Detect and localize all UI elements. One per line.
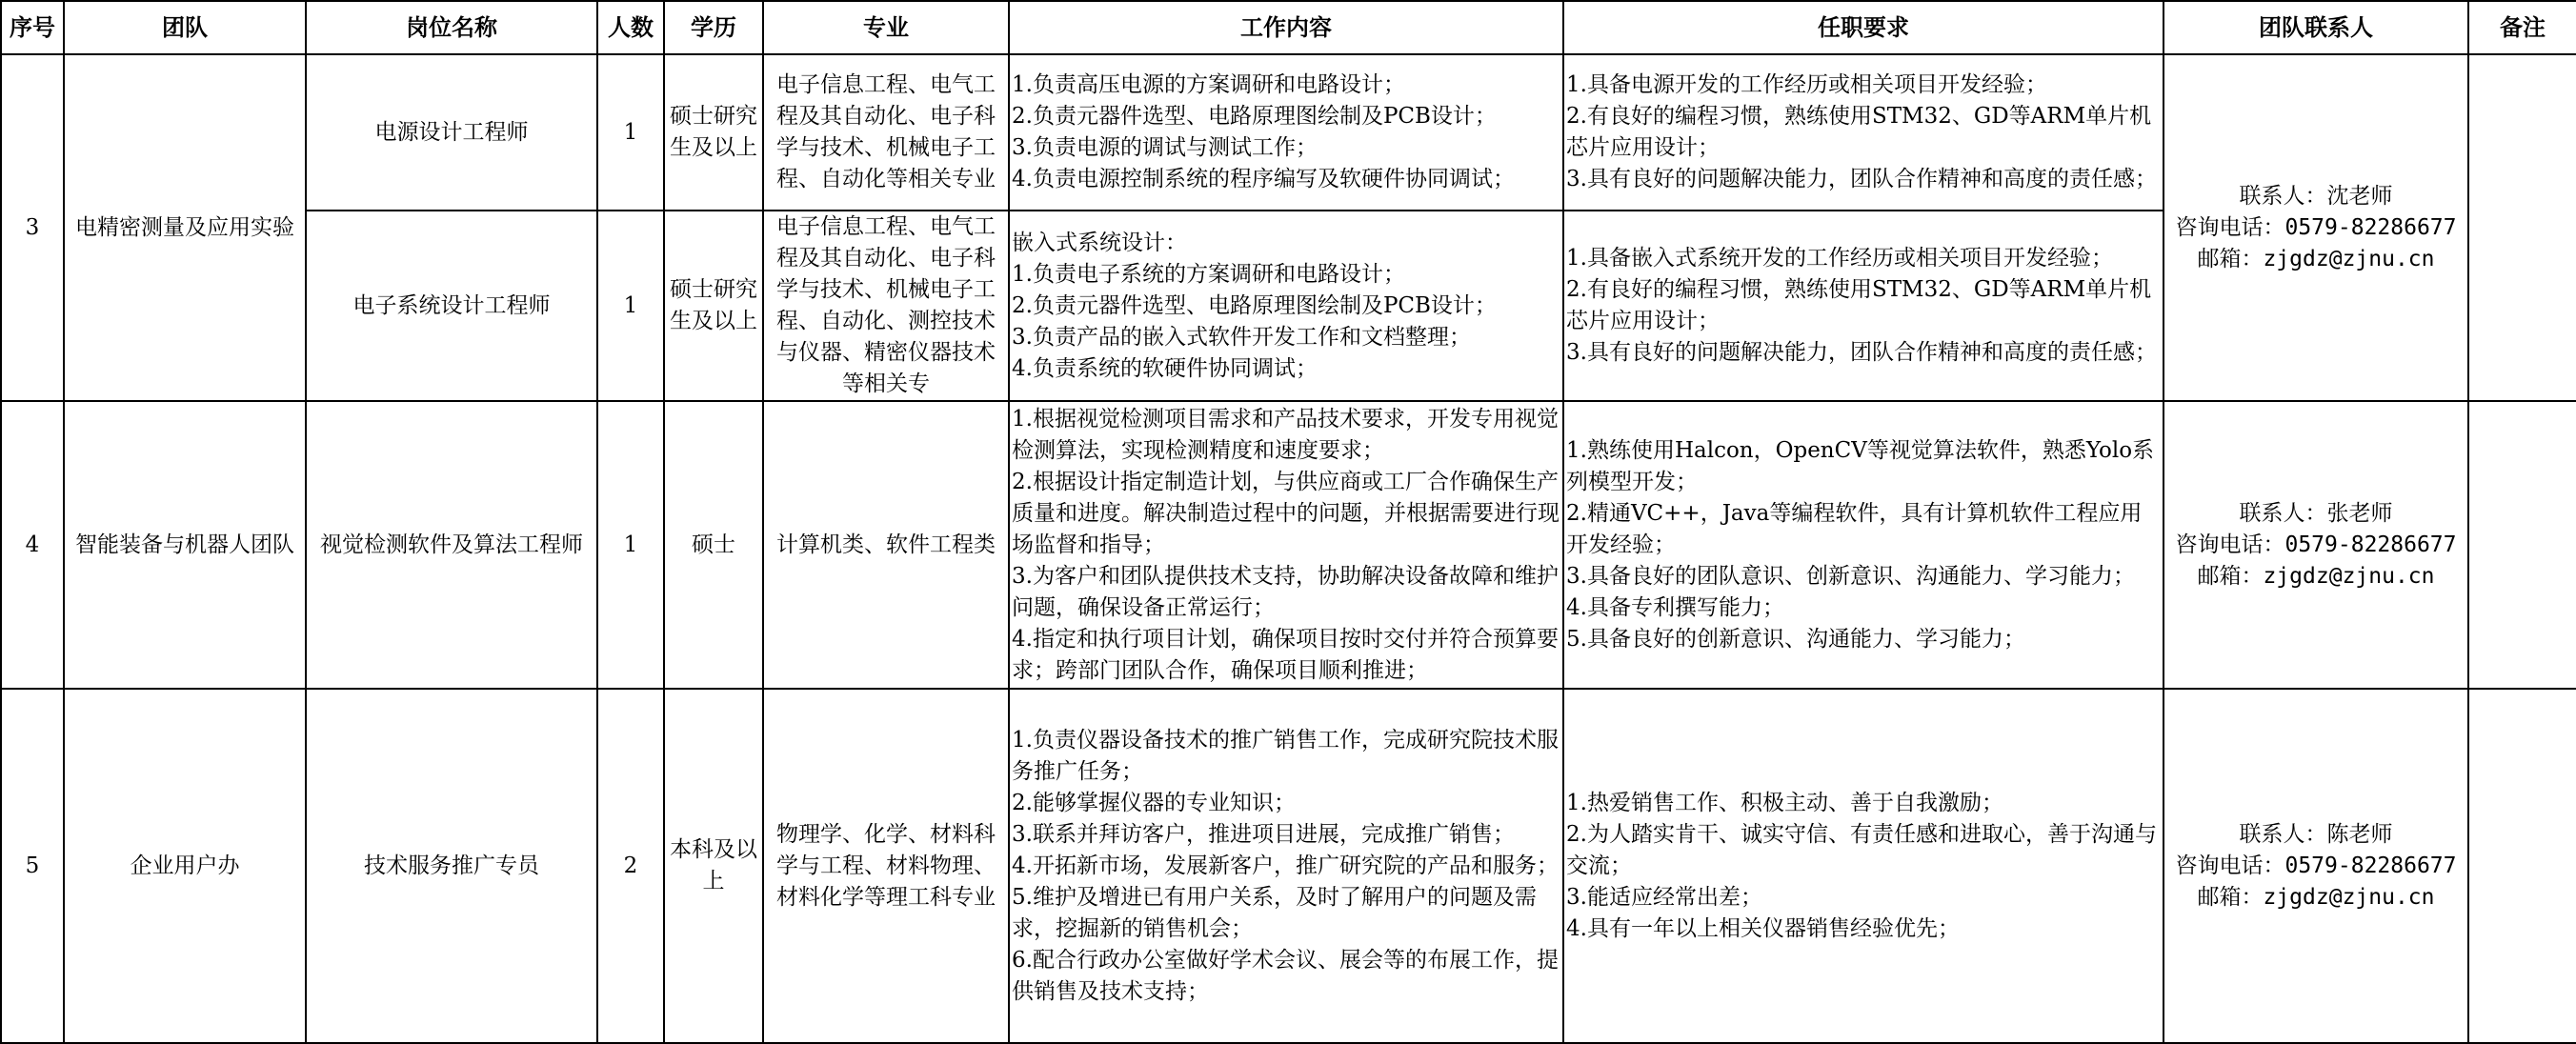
contact-person: 联系人：沈老师: [2239, 183, 2393, 209]
duty-line: 2.能够掌握仪器的专业知识；: [1012, 790, 1296, 815]
duty-line: 5.维护及增进已有用户关系，及时了解用户的问题及需求，挖掘新的销售机会；: [1012, 884, 1537, 941]
header-major: 专业: [763, 1, 1009, 54]
team-contact: [2163, 54, 2468, 401]
contact-email: 邮箱：zjgdz@zjnu.cn: [2197, 884, 2435, 910]
duty-line: 3.负责产品的嵌入式软件开发工作和文档整理；: [1012, 324, 1471, 350]
req-line: 1.热爱销售工作、积极主动、善于自我激励；: [1566, 790, 2003, 815]
req-line: 1.熟练使用Halcon，OpenCV等视觉算法软件，熟悉Yolo系列模型开发；: [1566, 437, 2155, 494]
header-no: 序号: [1, 1, 64, 54]
contact-person: 联系人：陈老师: [2239, 821, 2393, 847]
position-reqs: [1563, 211, 2163, 401]
req-line: 2.精通VC++，Java等编程软件，具有计算机软件工程应用开发经验；: [1566, 500, 2143, 557]
req-line: 2.为人踏实肯干、诚实守信、有责任感和进取心，善于沟通与交流；: [1566, 821, 2157, 878]
contact-phone: 咨询电话：0579-82286677: [2175, 853, 2457, 878]
header-reqs: 任职要求: [1563, 1, 2163, 54]
duty-line: 1.负责仪器设备技术的推广销售工作，完成研究院技术服务推广任务；: [1012, 727, 1559, 784]
req-line: 5.具备良好的创新意识、沟通能力、学习能力；: [1566, 626, 2025, 652]
row-no: 4: [1, 401, 64, 689]
duty-line: 2.根据设计指定制造计划，与供应商或工厂合作确保生产质量和进度。解决制造过程中的问题，并根据需要进行现场监督和指导；: [1012, 469, 1560, 557]
position-reqs: [1563, 401, 2163, 689]
position-major: 物理学、化学、材料科学与工程、材料物理、材料化学等理工科专业: [763, 689, 1009, 1043]
duty-line: 6.配合行政办公室做好学术会议、展会等的布展工作，提供销售及技术支持；: [1012, 947, 1559, 1004]
header-team: 团队: [64, 1, 306, 54]
req-line: 2.有良好的编程习惯，熟练使用STM32、GD等ARM单片机芯片应用设计；: [1566, 277, 2152, 333]
row-team: 电精密测量及应用实验: [64, 54, 306, 401]
position-title: 视觉检测软件及算法工程师: [306, 401, 597, 689]
position-duties: [1009, 211, 1563, 401]
position-count: 1: [597, 401, 664, 689]
duty-line: 2.负责元器件选型、电路原理图绘制及PCB设计；: [1012, 292, 1497, 318]
req-line: 1.具备嵌入式系统开发的工作经历或相关项目开发经验；: [1566, 246, 2113, 271]
position-major: 计算机类、软件工程类: [763, 401, 1009, 689]
duty-line: 4.开拓新市场，发展新客户，推广研究院的产品和服务；: [1012, 853, 1559, 878]
req-line: 3.能适应经常出差；: [1566, 884, 1762, 910]
duty-line: 3.为客户和团队提供技术支持，协助解决设备故障和维护问题，确保设备正常运行；: [1012, 563, 1559, 620]
position-count: 1: [597, 54, 664, 211]
duty-line: 1.负责电子系统的方案调研和电路设计；: [1012, 261, 1405, 287]
req-line: 2.有良好的编程习惯，熟练使用STM32、GD等ARM单片机芯片应用设计；: [1566, 104, 2152, 160]
row-remark: [2468, 54, 2576, 401]
header-edu: 学历: [664, 1, 763, 54]
position-edu: 本科及以上: [664, 689, 763, 1043]
req-line: 3.具备良好的团队意识、创新意识、沟通能力、学习能力；: [1566, 563, 2135, 589]
header-row: [1, 1, 2576, 54]
req-line: 4.具备专利撰写能力；: [1566, 594, 1784, 620]
team-contact: [2163, 401, 2468, 689]
position-edu: 硕士研究生及以上: [664, 54, 763, 211]
contact-email: 邮箱：zjgdz@zjnu.cn: [2197, 246, 2435, 271]
duty-line: 1.负责高压电源的方案调研和电路设计；: [1012, 72, 1405, 97]
header-contact: 团队联系人: [2163, 1, 2468, 54]
team-contact: [2163, 689, 2468, 1043]
row-team: 企业用户办: [64, 689, 306, 1043]
row-team: 智能装备与机器人团队: [64, 401, 306, 689]
req-line: 3.具有良好的问题解决能力，团队合作精神和高度的责任感；: [1566, 340, 2157, 365]
position-edu: 硕士研究生及以上: [664, 211, 763, 401]
table-row: [1, 689, 2576, 1043]
row-remark: [2468, 401, 2576, 689]
contact-phone: 咨询电话：0579-82286677: [2175, 532, 2457, 557]
req-line: 4.具有一年以上相关仪器销售经验优先；: [1566, 915, 1960, 941]
header-count: 人数: [597, 1, 664, 54]
duty-line: 1.根据视觉检测项目需求和产品技术要求，开发专用视觉检测算法，实现检测精度和速度要求；: [1012, 406, 1559, 463]
duty-line: 3.负责电源的调试与测试工作；: [1012, 135, 1318, 160]
duty-line: 3.联系并拜访客户，推进项目进展，完成推广销售；: [1012, 821, 1515, 847]
req-line: 1.具备电源开发的工作经历或相关项目开发经验；: [1566, 72, 2047, 97]
position-title: 电子系统设计工程师: [306, 211, 597, 401]
position-title: 电源设计工程师: [306, 54, 597, 211]
duty-line: 4.负责系统的软硬件协同调试；: [1012, 355, 1318, 381]
position-duties: [1009, 401, 1563, 689]
req-line: 3.具有良好的问题解决能力，团队合作精神和高度的责任感；: [1566, 167, 2157, 191]
duty-line: 4.负责电源控制系统的程序编写及软硬件协同调试；: [1012, 167, 1515, 191]
position-title: 技术服务推广专员: [306, 689, 597, 1043]
position-major: 电子信息工程、电气工程及其自动化、电子科学与技术、机械电子工程、自动化等相关专业: [763, 54, 1009, 211]
contact-phone: 咨询电话：0579-82286677: [2175, 214, 2457, 240]
table-row: [1, 401, 2576, 689]
header-title: 岗位名称: [306, 1, 597, 54]
row-no: 5: [1, 689, 64, 1043]
header-remark: 备注: [2468, 1, 2576, 54]
contact-person: 联系人：张老师: [2239, 500, 2393, 526]
row-no: 3: [1, 54, 64, 401]
duty-line: 4.指定和执行项目计划，确保项目按时交付并符合预算要求；跨部门团队合作，确保项目顺利推进；: [1012, 626, 1559, 683]
duty-line: 2.负责元器件选型、电路原理图绘制及PCB设计；: [1012, 104, 1497, 129]
position-duties: [1009, 689, 1563, 1043]
header-duties: 工作内容: [1009, 1, 1563, 54]
position-edu: 硕士: [664, 401, 763, 689]
duty-line: 嵌入式系统设计：: [1012, 230, 1187, 255]
contact-email: 邮箱：zjgdz@zjnu.cn: [2197, 563, 2435, 589]
position-duties: [1009, 54, 1563, 211]
position-count: 2: [597, 689, 664, 1043]
position-major: 电子信息工程、电气工程及其自动化、电子科学与技术、机械电子工程、自动化、测控技术与仪器、精密仪器技术等相关专: [763, 211, 1009, 401]
position-count: 1: [597, 211, 664, 401]
row-remark: [2468, 689, 2576, 1043]
table-row: [1, 54, 2576, 211]
position-reqs: [1563, 689, 2163, 1043]
position-reqs: [1563, 54, 2163, 211]
